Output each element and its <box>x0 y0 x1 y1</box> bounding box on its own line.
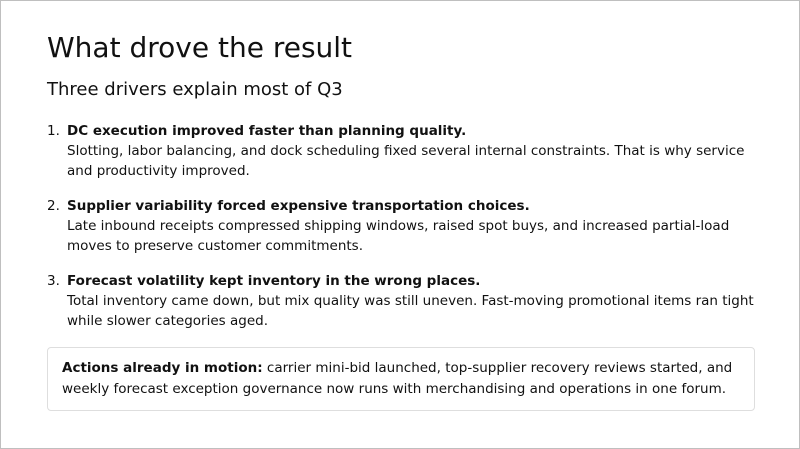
callout-text: carrier mini-bid launched, top-supplier recovery reviews started, and weekly forecast exception governance now runs with merchandising and operations in one forum. <box>62 360 733 397</box>
driver-body: Total inventory came down, but mix quality was still uneven. Fast-moving promotional items ran tight while slower categories aged. <box>67 293 754 329</box>
driver-item <box>47 196 757 256</box>
driver-body: Late inbound receipts compressed shipping windows, raised spot buys, and increased partial-load moves to preserve customer commitments. <box>67 218 730 254</box>
slide-title: What drove the result <box>47 31 353 64</box>
driver-number: 1. <box>47 123 60 139</box>
driver-item <box>47 121 757 181</box>
driver-heading: DC execution improved faster than planning quality. <box>67 123 467 139</box>
driver-number: 2. <box>47 198 60 214</box>
actions-callout <box>47 347 755 411</box>
driver-heading: Supplier variability forced expensive transportation choices. <box>67 198 530 214</box>
driver-body: Slotting, labor balancing, and dock scheduling fixed several internal constraints. That is why service and productivity improved. <box>67 143 745 179</box>
drivers-list <box>47 121 757 346</box>
driver-number: 3. <box>47 273 60 289</box>
driver-item <box>47 271 757 331</box>
driver-heading: Forecast volatility kept inventory in the wrong places. <box>67 273 481 289</box>
slide-subtitle: Three drivers explain most of Q3 <box>47 79 343 100</box>
callout-label: Actions already in motion: <box>62 360 263 376</box>
